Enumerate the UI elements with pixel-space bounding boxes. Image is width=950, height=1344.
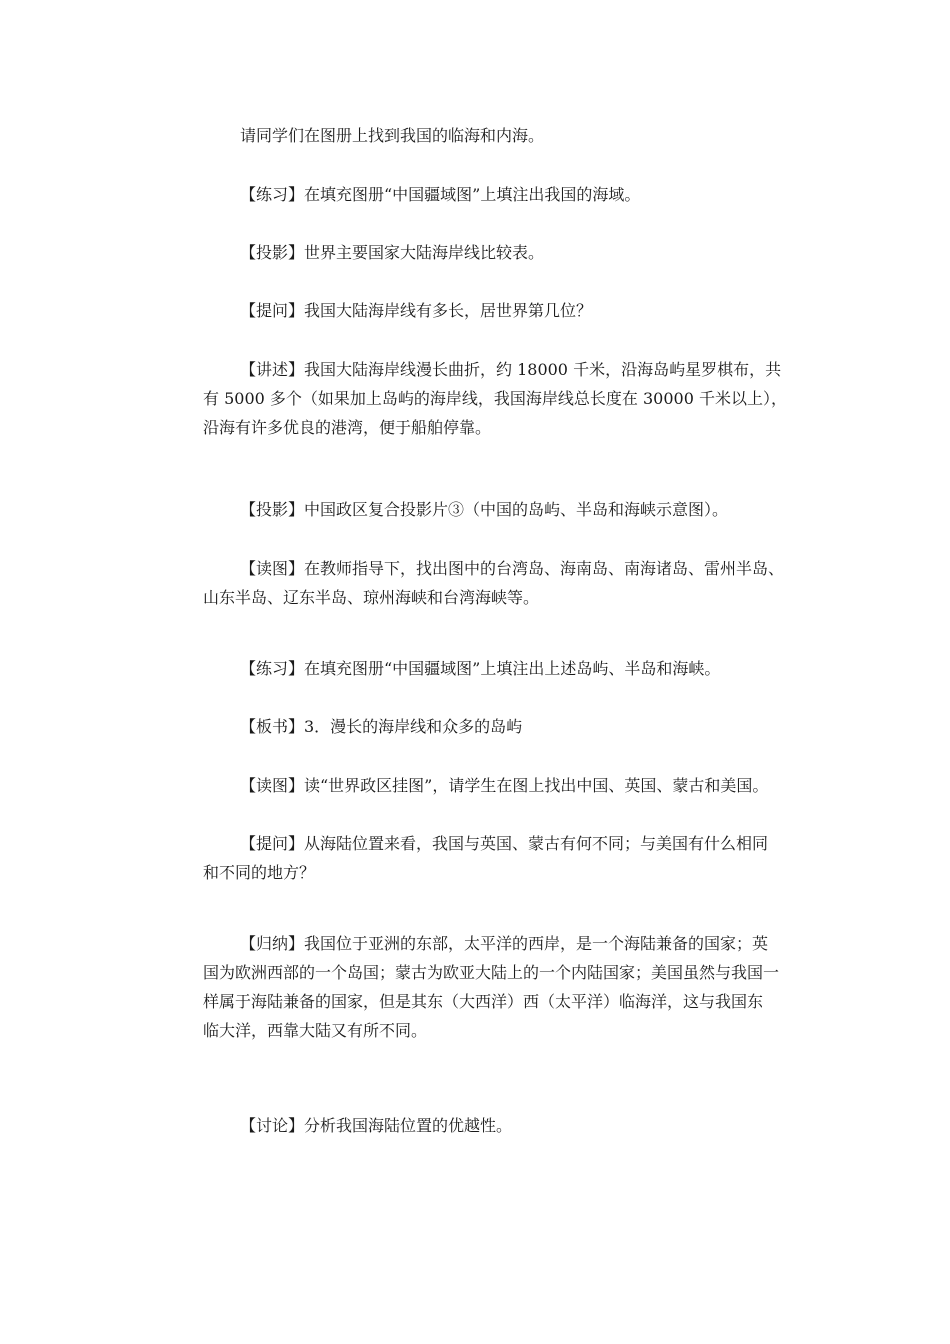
text-line: 【讲述】我国大陆海岸线漫长曲折，约 18000 千米，沿海岛屿星罗棋布，共 [240, 360, 782, 379]
text-line: 国为欧洲西部的一个岛国；蒙古为欧亚大陆上的一个内陆国家；美国虽然与我国一 [203, 963, 780, 982]
paragraph-question-location [203, 829, 813, 887]
paragraph-projection-islands-map [203, 495, 813, 524]
text-line: 【练习】在填充图册“中国疆域图”上填注出上述岛屿、半岛和海峡。 [240, 659, 721, 678]
text-line: 请同学们在图册上找到我国的临海和内海。 [240, 126, 545, 145]
text-line: 【练习】在填充图册“中国疆域图”上填注出我国的海域。 [240, 185, 641, 204]
text-line: 【投影】世界主要国家大陆海岸线比较表。 [240, 243, 545, 262]
paragraph-narration-coastline [203, 355, 813, 442]
text-line: 【读图】读“世界政区挂图”，请学生在图上找出中国、英国、蒙古和美国。 [240, 776, 769, 795]
text-line: 【读图】在教师指导下，找出图中的台湾岛、海南岛、南海诸岛、雷州半岛、 [240, 559, 785, 578]
text-line: 【讨论】分析我国海陆位置的优越性。 [240, 1116, 513, 1135]
text-line: 有 5000 多个（如果加上岛屿的海岸线，我国海岸线总长度在 30000 千米以上）， [203, 389, 787, 408]
text-line: 【投影】中国政区复合投影片③（中国的岛屿、半岛和海峡示意图）。 [240, 500, 729, 519]
paragraph-read-world-map [203, 771, 813, 800]
text-line: 【归纳】我国位于亚洲的东部，太平洋的西岸，是一个海陆兼备的国家；英 [240, 934, 769, 953]
text-line: 沿海有许多优良的港湾，便于船舶停靠。 [203, 418, 492, 437]
paragraph-discussion [203, 1111, 813, 1140]
text-line: 【提问】我国大陆海岸线有多长，居世界第几位？ [240, 301, 593, 320]
paragraph-question-coastline-length [203, 296, 813, 325]
paragraph-read-map-islands [203, 554, 813, 612]
paragraph-board-heading [203, 712, 813, 741]
text-line: 【提问】从海陆位置来看，我国与英国、蒙古有何不同；与美国有什么相同 [240, 834, 769, 853]
text-line: 【板书】3．漫长的海岸线和众多的岛屿 [240, 717, 523, 736]
text-line: 山东半岛、辽东半岛、琼州海峡和台湾海峡等。 [203, 588, 540, 607]
paragraph-projection-coastline-table [203, 238, 813, 267]
text-line: 和不同的地方？ [203, 863, 316, 882]
text-line: 临大洋，西靠大陆又有所不同。 [203, 1021, 428, 1040]
paragraph-summary-location [203, 929, 813, 1045]
paragraph-classmates-find-seas [203, 121, 813, 150]
text-line: 样属于海陆兼备的国家，但是其东（大西洋）西（太平洋）临海洋，这与我国东 [203, 992, 764, 1011]
paragraph-exercise-islands [203, 654, 813, 683]
paragraph-exercise-sea-areas [203, 180, 813, 209]
